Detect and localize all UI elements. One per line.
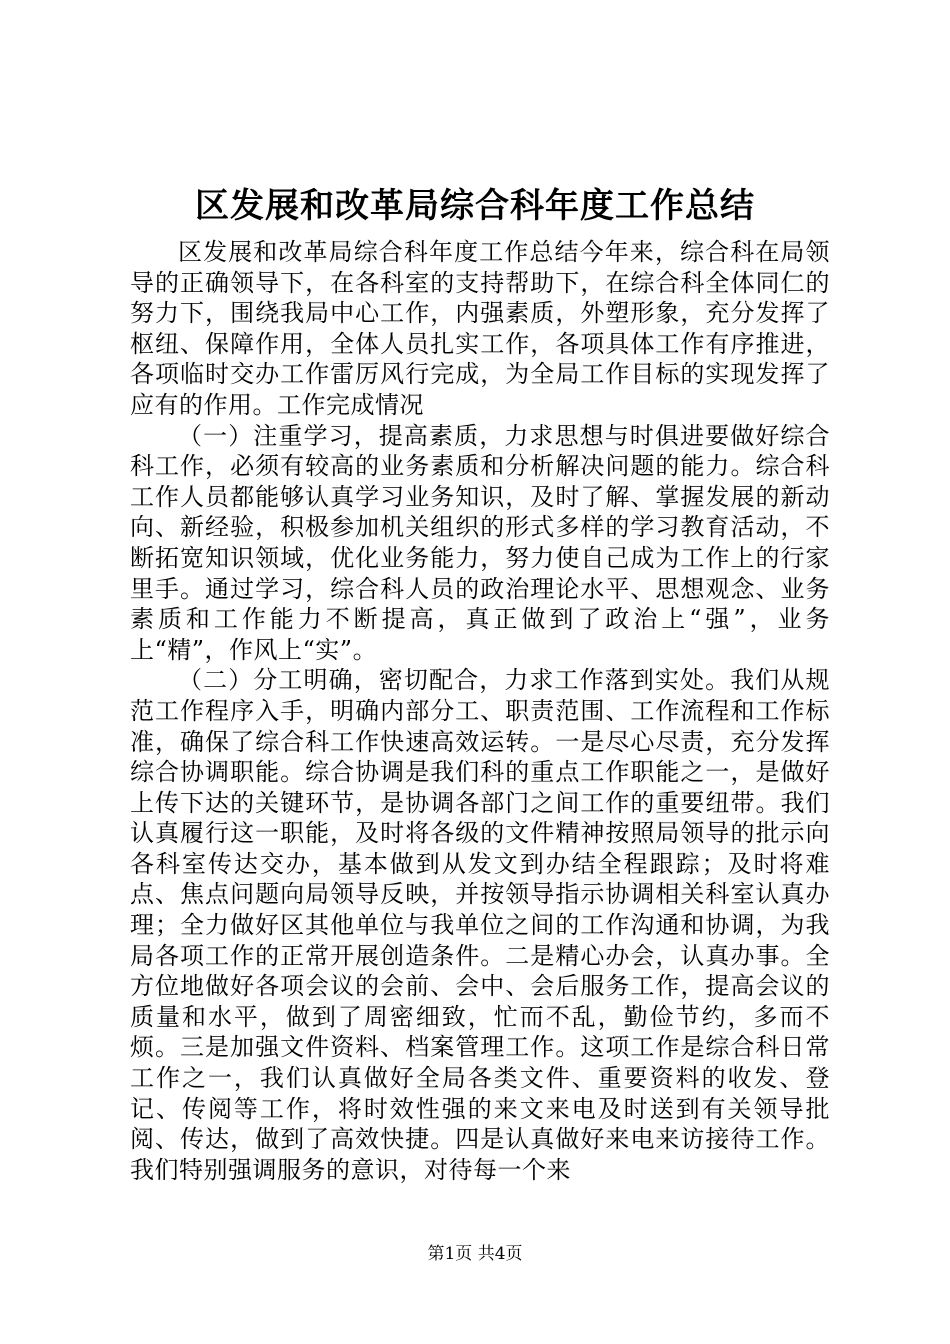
paragraph-section-2: （二）分工明确，密切配合，力求工作落到实处。我们从规范工作程序入手，明确内部分工、职责范围、工作流程和工作标准，确保了综合科工作快速高效运转。一是尽心尽责，充分发挥综合协调职能。综合协调是我们科的重点工作职能之一，是做好上传下达的关键环节，是协调各部门之间工作的重要纽带。我们认真履行这一职能，及时将各级的文件精神按照局领导的批示向各科室传达交办，基本做到从发文到办结全程跟踪；及时将难点、焦点问题向局领导反映，并按领导指示协调相关科室认真办理；全力做好区其他单位与我单位之间的工作沟通和协调，为我局各项工作的正常开展创造条件。二是精心办会，认真办事。全方位地做好各项会议的会前、会中、会后服务工作，提高会议的质量和水平，做到了周密细致，忙而不乱，勤俭节约，多而不烦。三是加强文件资料、档案管理工作。这项工作是综合科日常工作之一，我们认真做好全局各类文件、重要资料的收发、登记、传阅等工作，将时效性强的来文来电及时送到有关领导批阅、传达，做到了高效快捷。四是认真做好来电来访接待工作。我们特别强调服务的意识，对待每一个来 [130, 666, 830, 1184]
document-title: 区发展和改革局综合科年度工作总结 [195, 186, 755, 226]
document-body [130, 237, 830, 1185]
paragraph-intro: 区发展和改革局综合科年度工作总结今年来，综合科在局领导的正确领导下，在各科室的支持帮助下，在综合科全体同仁的努力下，围绕我局中心工作，内强素质，外塑形象，充分发挥了枢纽、保障作用，全体人员扎实工作，各项具体工作有序推进，各项临时交办工作雷厉风行完成，为全局工作目标的实现发挥了应有的作用。工作完成情况 [130, 238, 830, 419]
page-footer: 第1页 共4页 [427, 1244, 523, 1264]
paragraph-section-1: （一）注重学习，提高素质，力求思想与时俱进要做好综合科工作，必须有较高的业务素质和分析解决问题的能力。综合科工作人员都能够认真学习业务知识，及时了解、掌握发展的新动向、新经验，积极参加机关组织的形式多样的学习教育活动，不断拓宽知识领域，优化业务能力，努力使自己成为工作上的行家里手。通过学习，综合科人员的政治理论水平、思想观念、业务素质和工作能力不断提高，真正做到了政治上“强”，业务上“精”，作风上“实”。 [130, 421, 830, 664]
